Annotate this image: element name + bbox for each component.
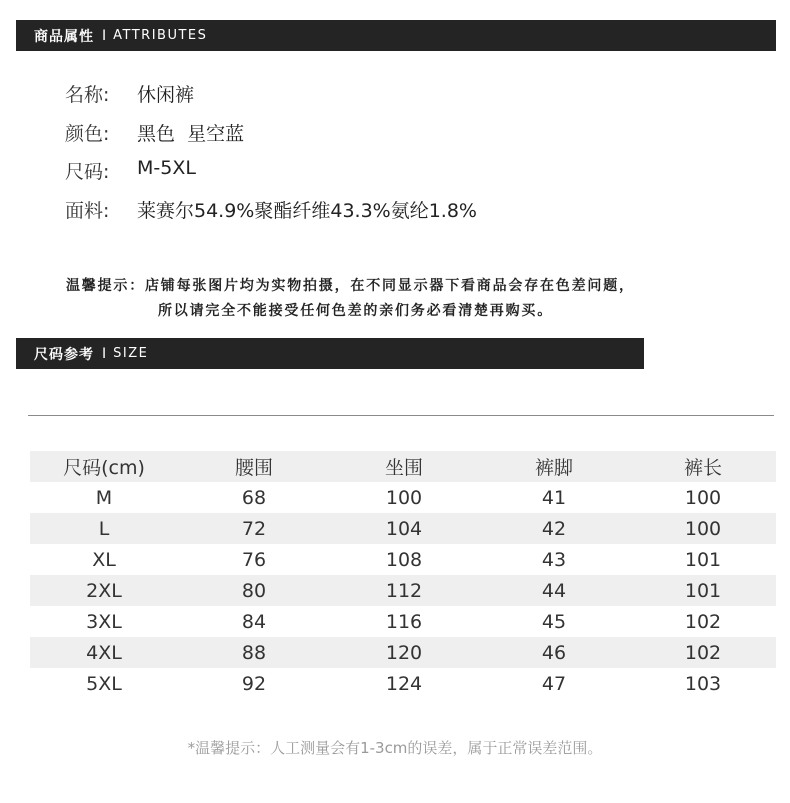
attribute-key: 名称: (65, 84, 110, 106)
table-cell: 103 (684, 672, 722, 695)
table-cell: XL (92, 548, 116, 571)
size-header-en: SIZE (113, 346, 149, 361)
table-cell: 116 (385, 610, 423, 633)
table-row (30, 544, 776, 575)
attributes-list (65, 80, 477, 234)
notice-line-1: 温馨提示：店铺每张图片均为实物拍摄，在不同显示器下看商品会存在色差问题， (66, 278, 635, 294)
table-cell: 101 (684, 579, 722, 602)
attribute-value: 莱赛尔54.9%聚酯纤维43.3%氨纶1.8% (137, 199, 477, 222)
table-cell: 104 (385, 517, 423, 540)
table-cell: 5XL (86, 672, 122, 695)
attributes-section-header (16, 20, 776, 51)
column-header: 坐围 (384, 457, 423, 479)
table-cell: 102 (684, 610, 722, 633)
table-row (30, 482, 776, 513)
table-cell: M (95, 486, 113, 509)
table-cell: 76 (241, 548, 267, 571)
table-cell: 46 (541, 641, 567, 664)
column-header: 腰围 (234, 457, 273, 479)
table-row (30, 637, 776, 668)
attribute-row-fabric (65, 196, 477, 235)
table-row (30, 668, 776, 699)
table-cell: 2XL (86, 579, 122, 602)
table-cell: 68 (241, 486, 267, 509)
table-cell: 80 (241, 579, 267, 602)
attributes-header-cn: 商品属性 (34, 28, 94, 45)
table-cell: 4XL (86, 641, 122, 664)
table-cell: 100 (684, 486, 722, 509)
size-section-header (16, 338, 644, 369)
table-cell: 101 (684, 548, 722, 571)
table-cell: 100 (684, 517, 722, 540)
table-cell: 72 (241, 517, 267, 540)
table-cell: 47 (541, 672, 567, 695)
notice-line-2: 所以请完全不能接受任何色差的亲们务必看清楚再购买。 (158, 303, 553, 319)
table-cell: 44 (541, 579, 567, 602)
size-table (30, 451, 776, 699)
table-cell: 3XL (86, 610, 122, 633)
attributes-header-en: ATTRIBUTES (113, 28, 208, 43)
table-header-row (30, 451, 776, 482)
table-cell: 88 (241, 641, 267, 664)
attribute-value: 黑色 星空蓝 (137, 122, 245, 145)
table-cell: 41 (541, 486, 567, 509)
color-difference-notice (66, 274, 635, 324)
table-cell: 84 (241, 610, 267, 633)
size-header-separator: I (102, 345, 108, 362)
table-top-divider (28, 415, 774, 416)
attribute-key: 尺码: (65, 161, 110, 183)
attribute-key: 颜色: (65, 122, 110, 145)
table-row (30, 606, 776, 637)
table-cell: 124 (385, 672, 423, 695)
table-cell: 43 (541, 548, 567, 571)
attribute-row-size (65, 157, 477, 196)
table-cell: 100 (385, 486, 423, 509)
attribute-key: 面料: (65, 199, 110, 222)
column-header: 尺码(cm) (63, 457, 145, 479)
attribute-row-name (65, 80, 477, 119)
table-row (30, 513, 776, 544)
table-cell: L (98, 517, 110, 540)
measurement-footnote: *温馨提示：人工测量会有1-3cm的误差，属于正常误差范围。 (187, 739, 603, 757)
table-cell: 112 (385, 579, 423, 602)
column-header: 裤脚 (534, 457, 573, 479)
table-cell: 42 (541, 517, 567, 540)
attributes-header-separator: I (102, 27, 108, 44)
attribute-row-color (65, 119, 477, 158)
table-cell: 92 (241, 672, 267, 695)
table-cell: 102 (684, 641, 722, 664)
attribute-value: M-5XL (137, 157, 196, 179)
table-cell: 108 (385, 548, 423, 571)
attribute-value: 休闲裤 (137, 84, 195, 106)
size-header-cn: 尺码参考 (34, 346, 94, 363)
column-header: 裤长 (683, 457, 722, 479)
table-row (30, 575, 776, 606)
table-cell: 120 (385, 641, 423, 664)
table-cell: 45 (541, 610, 567, 633)
